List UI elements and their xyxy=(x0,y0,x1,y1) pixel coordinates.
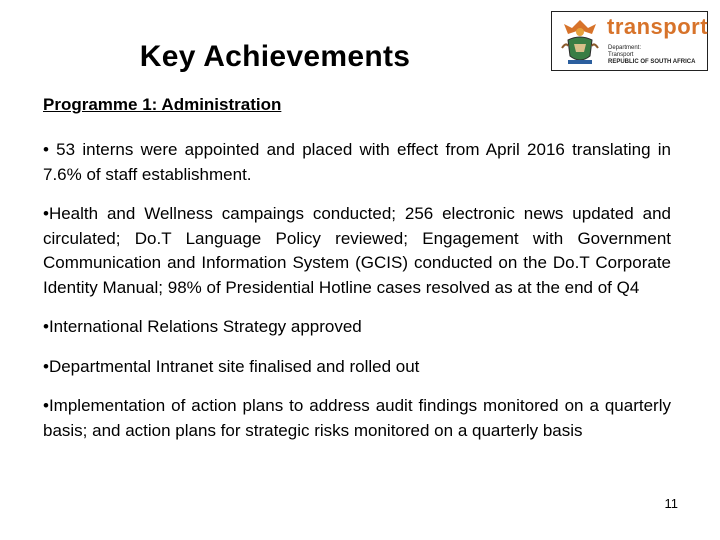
list-item: •International Relations Strategy approved xyxy=(43,317,362,336)
logo-line-transport: Transport xyxy=(608,52,634,58)
logo-line-department: Department: xyxy=(608,45,642,51)
slide-title: Key Achievements xyxy=(139,40,411,73)
list-item: •Implementation of action plans to address audit findings monitored on a quarterly basis; and action plans for strategic risks monitored on a quarterly basis xyxy=(43,396,671,440)
list-item: • 53 interns were appointed and placed with effect from April 2016 translating in 7.6% of staff establishment. xyxy=(43,140,671,184)
page-number: 11 xyxy=(664,496,678,511)
list-item: •Departmental Intranet site finalised and rolled out xyxy=(43,356,420,376)
department-logo xyxy=(551,11,708,71)
logo-line-country: REPUBLIC OF SOUTH AFRICA xyxy=(608,59,696,65)
coat-of-arms-icon xyxy=(558,18,602,66)
list-item: •Health and Wellness campaings conducted; 256 electronic news updated and circulated; Do.T Language Policy reviewed; Engagement with Government Communication and Information System (GCIS) conducted on the Do.T Corporate Identity Manual; 98% of Presidential Hotline cases resolved as at the end of Q4 xyxy=(43,204,671,297)
achievement-list xyxy=(43,138,671,458)
logo-wordmark: transport xyxy=(607,14,709,39)
programme-heading: Programme 1: Administration xyxy=(43,95,282,114)
